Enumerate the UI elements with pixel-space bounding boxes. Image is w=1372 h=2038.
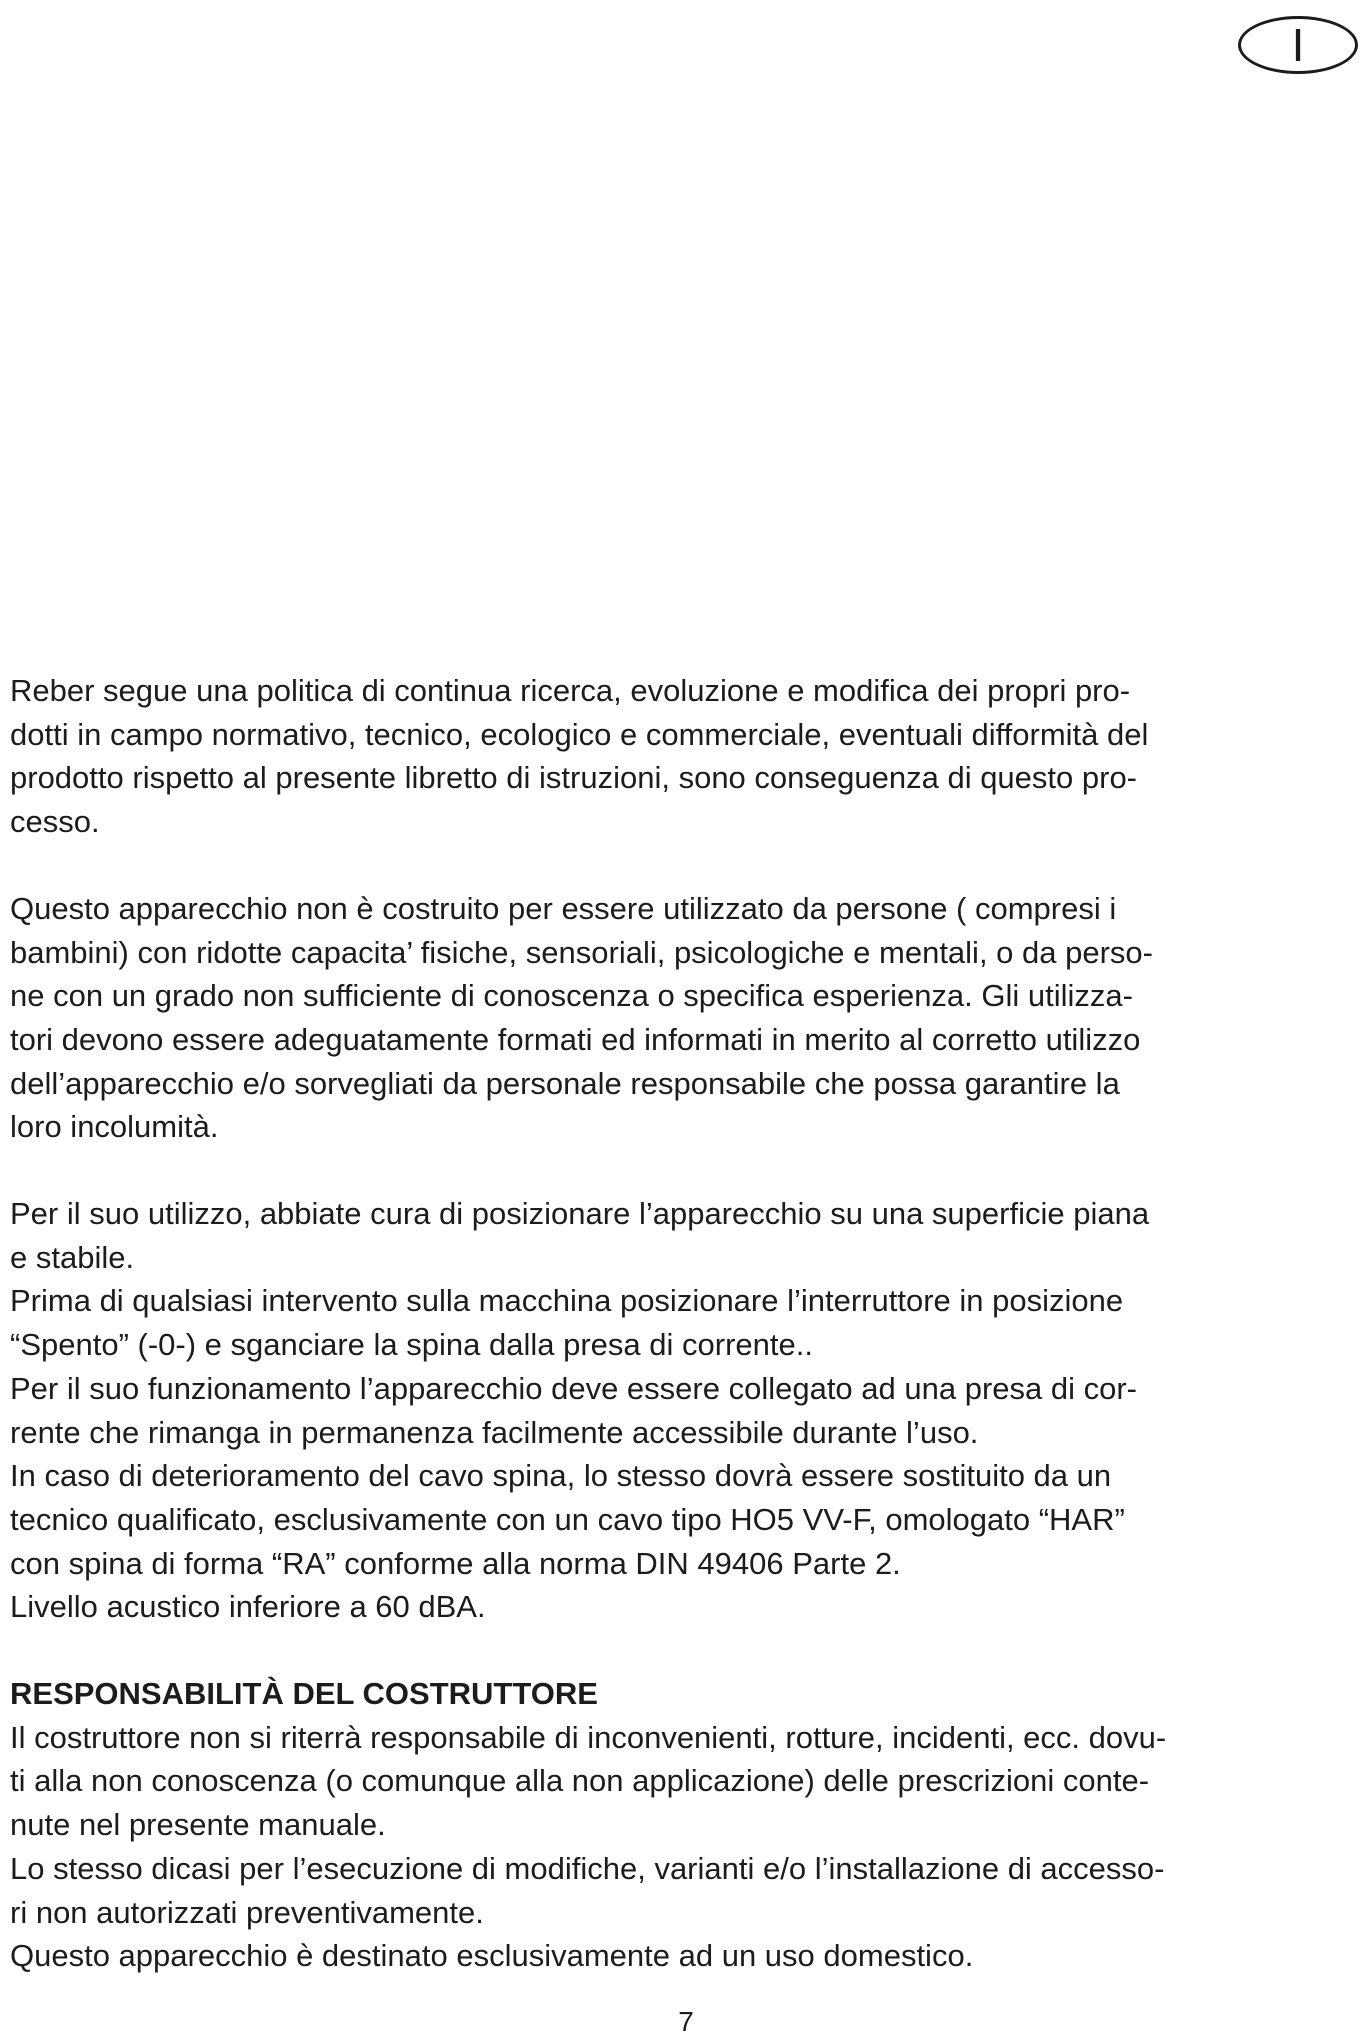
usage-paragraph: Per il suo utilizzo, abbiate cura di posizionare l’apparecchio su una superficie piana e stabile. Prima di qualsiasi intervento sulla macchina posizionare l’interruttore in posizione “Spento” (-0-) e sganciare la spina dalla presa di corrente.. Per il suo funzionamento l’apparecchio deve essere collegato ad una presa di cor- rente che rimanga in permanenza facilmente accessibile durante l’uso. In caso di deterioramento del cavo spina, lo stesso dovrà essere sostituito da un tecnico qualificato, esclusivamente con un cavo tipo HO5 VV-F, omologato “HAR” con spina di forma “RA” conforme alla norma DIN 49406 Parte 2. Livello acustico inferiore a 60 dBA. (10, 1196, 1150, 1625)
paragraph-spacer (10, 844, 1362, 887)
intro-paragraph: Reber segue una politica di continua ricerca, evoluzione e modifica dei propri pro- dotti in campo normativo, tecnico, ecologico e commerciale, eventuali difformità del prodotto rispetto al presente libretto di istruzioni, sono conseguenza di questo pro- cesso. (10, 673, 1149, 840)
paragraph-spacer (10, 1629, 1362, 1672)
responsibility-paragraph: Il costruttore non si riterrà responsabile di inconvenienti, rotture, incidenti, ecc. dovu- ti alla non conoscenza (o comunque alla non applicazione) delle prescrizioni conte- nute nel presente manuale. Lo stesso dicasi per l’esecuzione di modifiche, varianti e/o l’installazione di accesso- ri non autorizzati preventivamente. Questo apparecchio è destinato esclusivamente ad un uso domestico. (10, 1719, 1167, 1974)
responsibility-heading: RESPONSABILITÀ DEL COSTRUTTORE (10, 1676, 598, 1712)
manual-content (10, 669, 1362, 1978)
page-number: 7 (678, 2006, 694, 2037)
language-badge: I (1238, 16, 1358, 74)
paragraph-spacer (10, 1149, 1362, 1192)
safety-paragraph: Questo apparecchio non è costruito per essere utilizzato da persone ( compresi i bambini) con ridotte capacita’ fisiche, sensoriali, psicologiche e mentali, o da perso- ne con un grado non sufficiente di conoscenza o specifica esperienza. Gli utilizza- tori devono essere adeguatamente formati ed informati in merito al corretto utilizzo dell’apparecchio e/o sorvegliati da personale responsabile che possa garantire la loro incolumità. (10, 890, 1153, 1145)
